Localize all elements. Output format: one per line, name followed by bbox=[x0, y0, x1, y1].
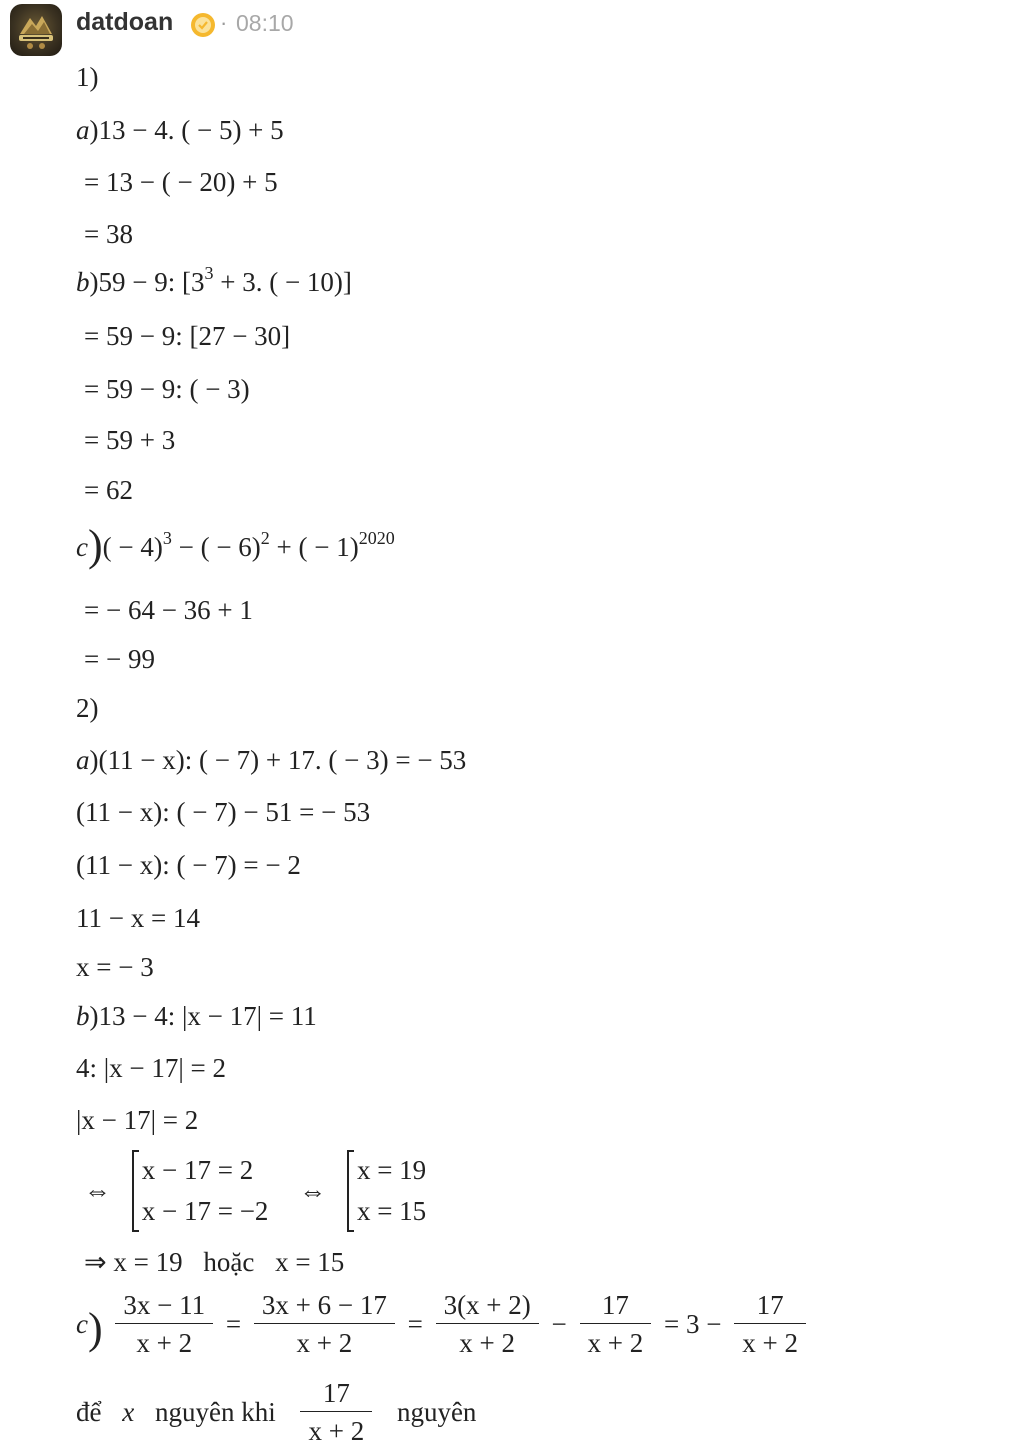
math-line: = 13 − ( − 20) + 5 bbox=[84, 167, 278, 197]
fraction-numerator: 3x + 6 − 17 bbox=[254, 1292, 395, 1324]
math-expression: ( − 4) bbox=[102, 532, 163, 562]
case-bracket bbox=[132, 1150, 269, 1232]
fraction-numerator: 3x − 11 bbox=[115, 1292, 213, 1324]
item-prefix: c bbox=[76, 532, 88, 562]
item-prefix: a bbox=[76, 115, 90, 145]
math-line bbox=[84, 1249, 344, 1276]
math-line: = 59 − 9: [27 − 30] bbox=[84, 321, 291, 351]
case-row: x − 17 = 2 bbox=[141, 1155, 254, 1185]
verified-badge-icon bbox=[190, 12, 216, 38]
math-expression: (11 − x): ( − 7) + 17. ( − 3) = − 53 bbox=[98, 745, 467, 775]
word-nguyen-khi: nguyên khi bbox=[154, 1397, 276, 1427]
fraction bbox=[300, 1380, 372, 1445]
fraction-numerator: 17 bbox=[734, 1292, 806, 1324]
math-expression: + ( − 1) bbox=[269, 532, 359, 562]
avatar-logo-icon bbox=[10, 4, 62, 56]
fraction-denominator: x + 2 bbox=[587, 1328, 644, 1358]
fraction bbox=[254, 1292, 395, 1357]
fraction-numerator: 17 bbox=[300, 1380, 372, 1412]
fraction-denominator: x + 2 bbox=[136, 1328, 193, 1358]
math-line: = 62 bbox=[84, 475, 133, 505]
exponent: 2020 bbox=[358, 528, 395, 548]
variable-x: x bbox=[122, 1397, 135, 1427]
math-line: = 59 + 3 bbox=[84, 425, 176, 455]
word-de: để bbox=[76, 1397, 102, 1427]
conclusion-line bbox=[76, 1380, 476, 1445]
math-line: = 59 − 9: ( − 3) bbox=[84, 374, 250, 404]
math-line: $c)( - 4)^3$ − ( − 6)$^2$ + ( − 1)$^{2020}$ bbox=[76, 521, 395, 570]
math-expression: = 3 − bbox=[664, 1309, 722, 1339]
math-line: b)13 − 4: |x − 17| = 11 bbox=[76, 1001, 317, 1031]
exponent: 3 bbox=[204, 263, 214, 283]
minus-sign: − bbox=[551, 1309, 567, 1339]
fraction bbox=[436, 1292, 539, 1357]
math-line: (11 − x): ( − 7) = − 2 bbox=[76, 850, 301, 880]
math-line: |x − 17| = 2 bbox=[76, 1105, 199, 1135]
math-expression: 13 − 4. ( − 5) + 5 bbox=[98, 115, 284, 145]
item-prefix: b bbox=[76, 267, 90, 297]
math-expression: 59 − 9: [3 bbox=[98, 267, 205, 297]
separator-dot: · bbox=[220, 10, 228, 35]
item-prefix: c bbox=[76, 1309, 88, 1339]
math-expression: 13 − 4: |x − 17| = 11 bbox=[98, 1001, 317, 1031]
fraction-denominator: x + 2 bbox=[296, 1328, 353, 1358]
avatar[interactable] bbox=[10, 4, 62, 56]
fraction bbox=[580, 1292, 652, 1357]
item-prefix: b bbox=[76, 1001, 90, 1031]
math-line: 4: |x − 17| = 2 bbox=[76, 1053, 227, 1083]
iff-symbol: ⇔ bbox=[299, 1175, 327, 1206]
implies-symbol: ⇒ bbox=[84, 1247, 107, 1277]
math-line: a)(11 − x): ( − 7) + 17. ( − 3) = − 53 bbox=[76, 745, 467, 775]
math-expression: − ( − 6) bbox=[171, 532, 261, 562]
math-line: = 38 bbox=[84, 219, 133, 249]
fraction-denominator: x + 2 bbox=[742, 1328, 798, 1358]
word-nguyen: nguyên bbox=[396, 1397, 477, 1427]
fraction-denominator: x + 2 bbox=[308, 1416, 365, 1446]
case-row: x − 17 = −2 bbox=[141, 1196, 269, 1226]
fraction-numerator: 17 bbox=[580, 1292, 652, 1324]
case-row: x = 19 bbox=[356, 1155, 427, 1185]
equals-sign: = bbox=[225, 1309, 242, 1339]
math-line: b)59 − 9: [$3^3 + 3$. ( − 10)] bbox=[76, 263, 352, 297]
fraction-numerator: 3(x + 2) bbox=[436, 1292, 539, 1324]
math-line: (11 − x): ( − 7) − 51 = − 53 bbox=[76, 797, 371, 827]
username[interactable]: datdoan bbox=[76, 8, 174, 36]
part-2-label: 2) bbox=[76, 693, 99, 723]
math-expression: x = 15 bbox=[275, 1247, 345, 1277]
case-bracket bbox=[347, 1150, 426, 1232]
exponent: 2 bbox=[260, 528, 270, 548]
part-1-label: 1) bbox=[76, 62, 99, 92]
item-prefix: a bbox=[76, 745, 90, 775]
case-system-line bbox=[84, 1150, 426, 1232]
post-header bbox=[10, 4, 1010, 60]
math-line: 11 − x = 14 bbox=[76, 903, 200, 933]
post-time: 08:10 bbox=[236, 10, 294, 36]
math-expression: x = 19 bbox=[113, 1247, 183, 1277]
fraction bbox=[115, 1292, 213, 1357]
equals-sign: = bbox=[407, 1309, 423, 1339]
fraction bbox=[734, 1292, 806, 1357]
math-line: a)13 − 4. ( − 5) + 5 bbox=[76, 115, 284, 145]
fraction-line: c) $\frac{3x - 11}{x + 2}$ = $\frac{3x + 6 - 17}{x + 2}$ = $\frac{3(x + 2)}{x + 2}$ − $\frac{17}{x + 2}$ = 3 − $\frac{17}{x + 2}$ bbox=[76, 1292, 812, 1357]
iff-symbol: ⇔ bbox=[84, 1175, 111, 1206]
math-line: = − 64 − 36 + 1 bbox=[84, 595, 253, 625]
math-expression: + 3. ( − 10)] bbox=[213, 267, 352, 297]
math-line: x = − 3 bbox=[76, 952, 154, 982]
math-line: = − 99 bbox=[84, 644, 155, 674]
word-or: hoặc bbox=[203, 1247, 255, 1277]
exponent: 3 bbox=[162, 528, 172, 548]
case-row: x = 15 bbox=[356, 1196, 427, 1226]
fraction-denominator: x + 2 bbox=[459, 1328, 516, 1358]
